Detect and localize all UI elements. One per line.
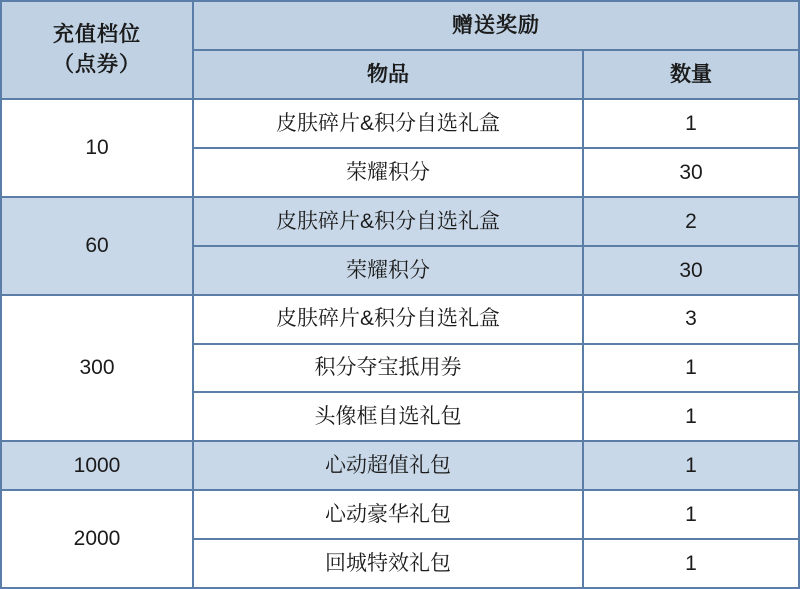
table-row (1, 295, 799, 344)
reward-amount: 3 (583, 295, 799, 344)
reward-amount: 2 (583, 197, 799, 246)
reward-amount: 1 (583, 99, 799, 148)
reward-item: 荣耀积分 (193, 246, 583, 295)
header-tier-line1: 充值档位 (53, 22, 141, 46)
reward-item: 荣耀积分 (193, 148, 583, 197)
header-tier (1, 1, 193, 99)
table-header-row-1 (1, 1, 799, 50)
reward-item: 回城特效礼包 (193, 539, 583, 588)
tier-cell: 60 (1, 197, 193, 295)
reward-amount: 1 (583, 392, 799, 441)
reward-amount: 1 (583, 490, 799, 539)
reward-item: 皮肤碎片&积分自选礼盒 (193, 295, 583, 344)
header-amount: 数量 (583, 50, 799, 99)
reward-amount: 1 (583, 344, 799, 393)
reward-amount: 30 (583, 246, 799, 295)
tier-cell: 1000 (1, 441, 193, 490)
table-row (1, 197, 799, 246)
reward-item: 皮肤碎片&积分自选礼盒 (193, 99, 583, 148)
header-item: 物品 (193, 50, 583, 99)
reward-amount: 1 (583, 539, 799, 588)
tier-cell: 10 (1, 99, 193, 197)
table-row (1, 441, 799, 490)
header-reward-group: 赠送奖励 (193, 1, 799, 50)
reward-item: 头像框自选礼包 (193, 392, 583, 441)
reward-item: 皮肤碎片&积分自选礼盒 (193, 197, 583, 246)
reward-amount: 30 (583, 148, 799, 197)
tier-cell: 2000 (1, 490, 193, 588)
table-row (1, 490, 799, 539)
reward-amount: 1 (583, 441, 799, 490)
reward-item: 积分夺宝抵用券 (193, 344, 583, 393)
table-row (1, 99, 799, 148)
tier-cell: 300 (1, 295, 193, 442)
reward-item: 心动超值礼包 (193, 441, 583, 490)
reward-item: 心动豪华礼包 (193, 490, 583, 539)
header-tier-line2: （点券） (53, 53, 141, 77)
